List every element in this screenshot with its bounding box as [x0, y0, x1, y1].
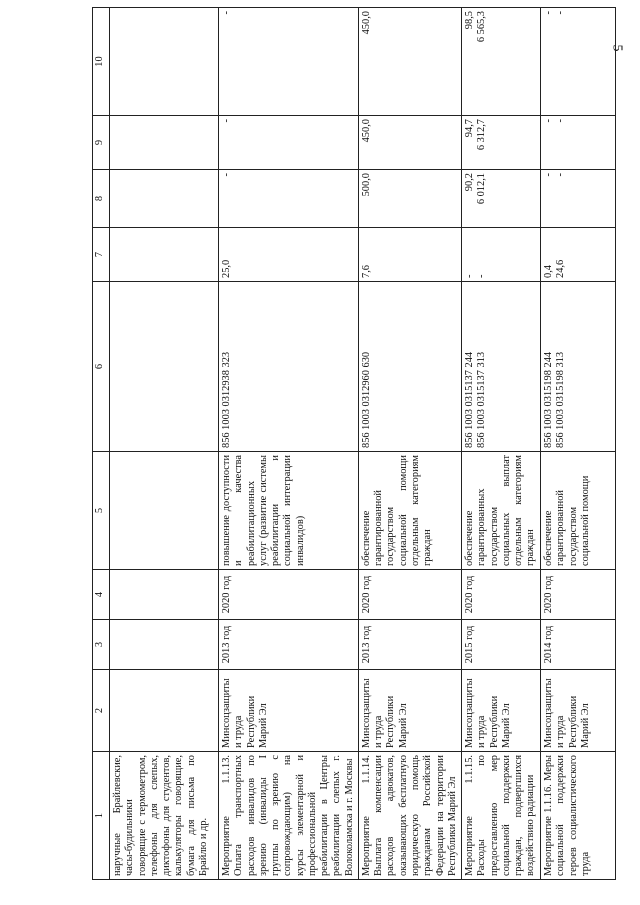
value-9-cell	[110, 116, 219, 170]
value-8-cell-line: -	[543, 173, 555, 177]
goal-cell: повышение доступности и качества реабилитационных услуг (развитие системы реабилитации и социальной интеграции инвалидов)	[219, 452, 359, 570]
value-8-cell	[110, 170, 219, 228]
value-8-cell-line: 500,0	[360, 173, 372, 197]
value-9-cell	[358, 116, 461, 170]
value-10-cell	[358, 8, 461, 116]
value-9-cell-line: 6 312,7	[476, 119, 488, 151]
value-7-cell-line: 7,6	[360, 265, 372, 278]
value-9-cell	[219, 116, 359, 170]
goal-cell	[110, 452, 219, 570]
header-cell: 10	[93, 8, 110, 116]
value-9-cell-line: 94,7	[464, 119, 476, 138]
measure-cell: Мероприятие 1.1.16. Меры социальной поддержки героев социалистического труда	[541, 752, 616, 880]
header-cell: 5	[93, 452, 110, 570]
goal-cell: обеспечение гарантированной государством социальной помощи	[541, 452, 616, 570]
measure-cell: Мероприятие 1.1.13. Оплата транспортных расходов инвалидов по зрению (инвалиды I группы по зрению с сопровождающим) на курсы элементарной и профессиональной реабилитации в Центры реабилитации слепых г. Волоколамска и г. Москвы	[219, 752, 359, 880]
value-10-cell	[219, 8, 359, 116]
value-7-cell-line: 0,4	[543, 265, 555, 278]
header-cell: 1	[93, 752, 110, 880]
kbk-cell	[541, 282, 616, 452]
end-year-cell: 2020 год	[219, 570, 359, 620]
value-7-cell	[358, 228, 461, 282]
value-10-cell-line: 6 565,3	[476, 11, 488, 43]
executor-cell: Минсоцзащиты и труда Республики Марий Эл	[462, 670, 541, 752]
table-row	[110, 8, 219, 880]
value-10-cell-line: -	[221, 11, 232, 15]
value-10-cell	[462, 8, 541, 116]
goal-cell: обеспечение гарантированной государством социальной помощи отдельным категориям граждан	[358, 452, 461, 570]
header-cell: 9	[93, 116, 110, 170]
value-8-cell-line: -	[555, 173, 567, 177]
value-10-cell-line: -	[555, 11, 567, 15]
kbk-cell-line: 856 1003 0315198 313	[555, 351, 567, 448]
start-year-cell: 2014 год	[541, 620, 616, 670]
value-9-cell-line: -	[221, 119, 232, 123]
page-number: 5	[609, 44, 625, 52]
value-7-cell	[462, 228, 541, 282]
value-8-cell-line: 90,2	[464, 173, 476, 192]
value-9-cell	[541, 116, 616, 170]
header-cell: 6	[93, 282, 110, 452]
table-row	[462, 8, 541, 880]
start-year-cell	[110, 620, 219, 670]
start-year-cell: 2013 год	[358, 620, 461, 670]
value-8-cell	[462, 170, 541, 228]
end-year-cell: 2020 год	[462, 570, 541, 620]
measure-cell: Мероприятие 1.1.14. Выплата компенсации расходов адвокатов, оказывающих бесплатную юридическую помощь гражданам Российской Федерации на территории Республики Марий Эл	[358, 752, 461, 880]
value-7-cell-line: -	[464, 274, 476, 278]
header-cell: 3	[93, 620, 110, 670]
header-cell: 4	[93, 570, 110, 620]
value-10-cell	[541, 8, 616, 116]
header-cell: 2	[93, 670, 110, 752]
kbk-cell-line: 856 1003 0315137 244	[464, 351, 476, 448]
rotated-page	[92, 8, 606, 880]
start-year-cell: 2015 год	[462, 620, 541, 670]
measure-cell: Мероприятие 1.1.15. Расходы по предоставлению мер социальной поддержки граждан, подвергшихся воздействию радиации	[462, 752, 541, 880]
kbk-cell	[110, 282, 219, 452]
value-7-cell-line: 25,0	[221, 259, 232, 278]
value-10-cell	[110, 8, 219, 116]
value-8-cell-line: -	[221, 173, 232, 177]
value-10-cell-line: 98,5	[464, 11, 476, 30]
value-8-cell-line: 6 012,1	[476, 173, 488, 205]
kbk-cell-line: 856 1003 0312960 630	[360, 351, 372, 448]
goal-cell: обеспечение гарантированных государством социальных выплат отдельным категориям граждан	[462, 452, 541, 570]
header-cell: 8	[93, 170, 110, 228]
table-row	[358, 8, 461, 880]
table-row	[219, 8, 359, 880]
value-7-cell	[541, 228, 616, 282]
kbk-cell	[462, 282, 541, 452]
value-7-cell-line: 24,6	[555, 259, 567, 278]
header-cell: 7	[93, 228, 110, 282]
executor-cell	[110, 670, 219, 752]
executor-cell: Минсоцзащиты и труда Республики Марий Эл	[358, 670, 461, 752]
value-8-cell	[358, 170, 461, 228]
value-9-cell-line: -	[555, 119, 567, 123]
end-year-cell: 2020 год	[358, 570, 461, 620]
kbk-cell-line: 856 1003 0312938 323	[221, 351, 232, 448]
value-10-cell-line: 450,0	[360, 11, 372, 35]
kbk-cell-line: 856 1003 0315198 244	[543, 351, 555, 448]
value-9-cell-line: 450,0	[360, 119, 372, 143]
value-8-cell	[541, 170, 616, 228]
executor-cell: Минсоцзащиты и труда Республики Марий Эл	[219, 670, 359, 752]
header-row	[93, 8, 110, 880]
measure-cell: наручные Брайлевские, часы-будильники говорящие с термометром, телефоны для слепых, диктофоны для студентов, калькуляторы говорящие, бумага для письма по Брайлю и др.	[110, 752, 219, 880]
kbk-cell-line: 856 1003 0315137 313	[476, 351, 488, 448]
end-year-cell	[110, 570, 219, 620]
table-row	[541, 8, 616, 880]
value-7-cell	[110, 228, 219, 282]
value-9-cell	[462, 116, 541, 170]
value-10-cell-line: -	[543, 11, 555, 15]
kbk-cell	[219, 282, 359, 452]
executor-cell: Минсоцзащиты и труда Республики Марий Эл	[541, 670, 616, 752]
end-year-cell: 2020 год	[541, 570, 616, 620]
value-7-cell-line: -	[476, 274, 488, 278]
start-year-cell: 2013 год	[219, 620, 359, 670]
program-table	[92, 7, 616, 880]
value-8-cell	[219, 170, 359, 228]
kbk-cell	[358, 282, 461, 452]
value-7-cell	[219, 228, 359, 282]
value-9-cell-line: -	[543, 119, 555, 123]
